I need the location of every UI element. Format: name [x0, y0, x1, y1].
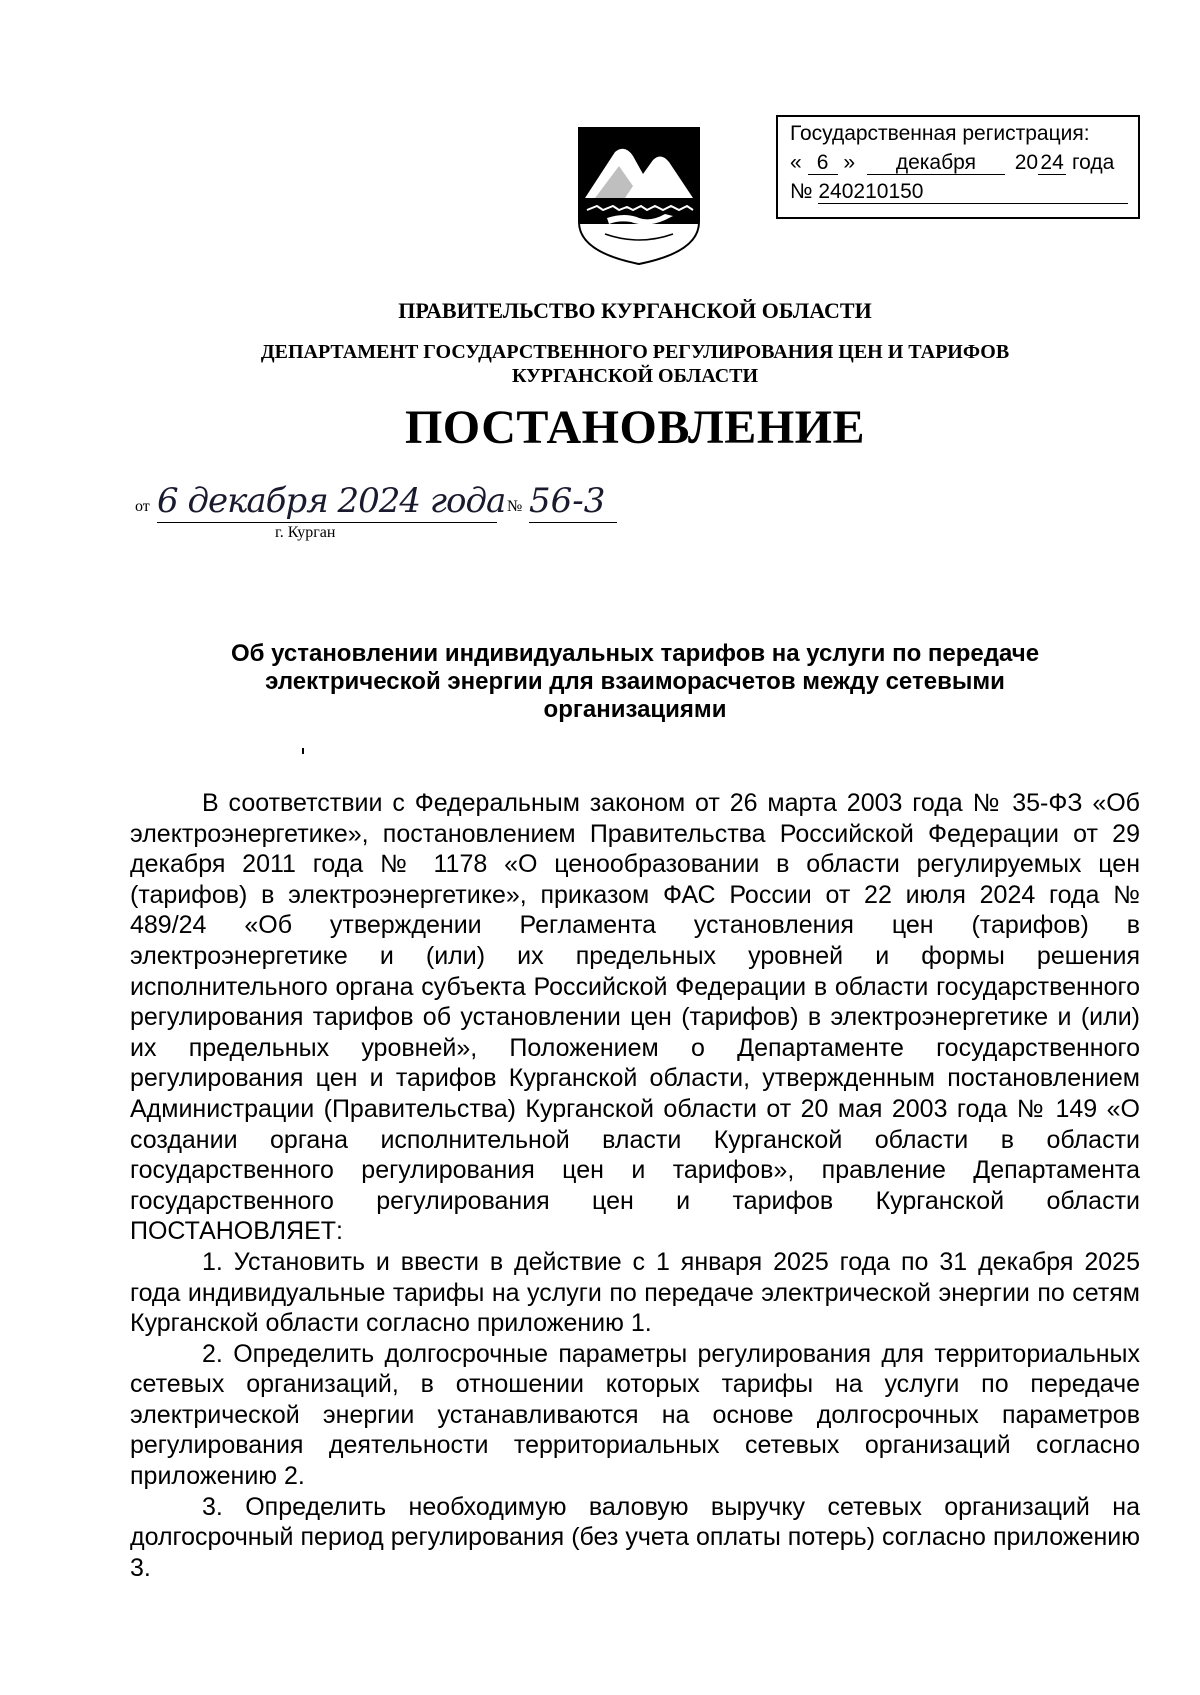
subject-line1: Об установлении индивидуальных тарифов на услуги по передаче	[230, 640, 1040, 667]
preamble-paragraph: В соответствии с Федеральным законом от 26 марта 2003 года № 35-ФЗ «Об электроэнергетике», постановлением Правительства Российской Федерации от 29 декабря 2011 года № 1178 «О ценообразовании в области регулируемых цен (тарифов) в электроэнергетике», приказом ФАС России от 22 июля 2024 года № 489/24 «Об утверждении Регламента установления цен (тарифов) в электроэнергетике и (или) их предельных уровней и формы решения исполнительного органа субъекта Российской Федерации в области государственного регулирования тарифов об установлении цен (тарифов) в электроэнергетике и (или) их предельных уровней», Положением о Департаменте государственного регулирования цен и тарифов Курганской области, утвержденным постановлением Администрации (Правительства) Курганской области от 20 мая 2003 года № 149 «О создании органа исполнительной власти Курганской области в области государственного регулирования цен и тарифов», правление Департамента государственного регулирования цен и тарифов Курганской области ПОСТАНОВЛЯЕТ:	[130, 789, 1140, 1246]
city-label: г. Курган	[275, 524, 336, 541]
handwritten-date: 6 декабря 2024 года	[157, 481, 506, 521]
item-1-paragraph: 1. Установить и ввести в действие с 1 января 2025 года по 31 декабря 2025 года индивидуальные тарифы на услуги по передаче электрической энергии по сетям Курганской области согласно приложению 1.	[130, 1247, 1140, 1338]
registration-year-word: года	[1071, 151, 1115, 174]
department-heading	[0, 340, 1200, 388]
government-heading: ПРАВИТЕЛЬСТВО КУРГАНСКОЙ ОБЛАСТИ	[398, 298, 872, 323]
document-type-title: ПОСТАНОВЛЕНИЕ	[404, 401, 866, 454]
document-body	[130, 788, 1140, 1583]
registration-year-prefix: 20	[1014, 151, 1039, 174]
stray-mark	[302, 748, 304, 754]
registration-day-close: »	[843, 151, 856, 174]
registration-date	[790, 148, 1138, 177]
registration-number: 240210150	[818, 181, 1128, 204]
item-3-paragraph: 3. Определить необходимую валовую выручку сетевых организаций на долгосрочный период регулирования (без учета оплаты потерь) согласно приложению 3.	[130, 1492, 1140, 1582]
registration-heading: Государственная регистрация:	[790, 122, 1090, 145]
subject-line3: организациями	[543, 696, 727, 723]
registration-number-row	[790, 177, 1138, 206]
department-heading-line2: КУРГАНСКОЙ ОБЛАСТИ	[511, 365, 759, 387]
registration-month: декабря	[867, 152, 1005, 175]
handwritten-number: 56-3	[529, 480, 617, 523]
registration-number-label: №	[790, 180, 813, 203]
state-registration-box	[776, 115, 1140, 219]
date-number-row	[135, 480, 655, 540]
subject-line2: электрической энергии для взаиморасчетов между сетевыми	[265, 668, 1005, 695]
date-from-label: от	[135, 498, 150, 515]
number-label: №	[507, 498, 523, 515]
department-heading-line1: ДЕПАРТАМЕНТ ГОСУДАРСТВЕННОГО РЕГУЛИРОВАНИЯ ЦЕН И ТАРИФОВ	[260, 341, 1010, 363]
registration-day-open: «	[790, 151, 802, 174]
item-2-paragraph: 2. Определить долгосрочные параметры регулирования для территориальных сетевых организаций, в отношении которых тарифы на услуги по передаче электрической энергии устанавливаются на основе долгосрочных параметров регулирования деятельности территориальных сетевых организаций согласно приложению 2.	[130, 1339, 1140, 1491]
document-subject	[130, 640, 1140, 724]
registration-day: 6	[808, 152, 838, 175]
registration-year-suffix: 24	[1038, 152, 1066, 175]
coat-of-arms-emblem	[577, 126, 701, 266]
